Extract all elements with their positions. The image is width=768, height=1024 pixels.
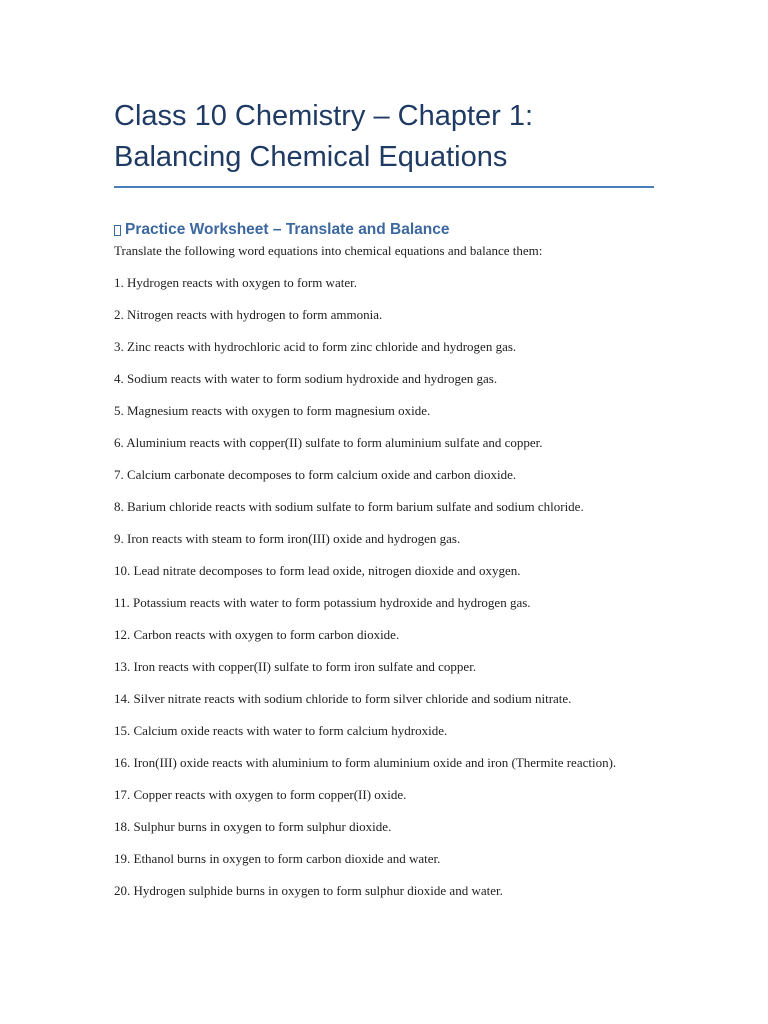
question-item: 11. Potassium reacts with water to form potassium hydroxide and hydrogen gas. [114, 595, 531, 610]
question-item: 16. Iron(III) oxide reacts with aluminium to form aluminium oxide and iron (Thermite reaction). [114, 755, 617, 770]
question-item: 14. Silver nitrate reacts with sodium chloride to form silver chloride and sodium nitrate. [114, 691, 572, 706]
question-list [114, 274, 654, 900]
question-item: 10. Lead nitrate decomposes to form lead oxide, nitrogen dioxide and oxygen. [114, 563, 521, 578]
question-item: 13. Iron reacts with copper(II) sulfate to form iron sulfate and copper. [114, 659, 477, 674]
section-heading-text: Practice Worksheet – Translate and Balance [125, 221, 450, 238]
question-item: 4. Sodium reacts with water to form sodium hydroxide and hydrogen gas. [114, 371, 498, 386]
question-item: 1. Hydrogen reacts with oxygen to form water. [114, 275, 357, 290]
question-item: 20. Hydrogen sulphide burns in oxygen to form sulphur dioxide and water. [114, 883, 503, 898]
notepad-icon [114, 225, 121, 236]
page-title [114, 96, 654, 178]
question-item: 7. Calcium carbonate decomposes to form calcium oxide and carbon dioxide. [114, 467, 517, 482]
question-item: 15. Calcium oxide reacts with water to form calcium hydroxide. [114, 723, 448, 738]
question-item: 6. Aluminium reacts with copper(II) sulfate to form aluminium sulfate and copper. [114, 435, 543, 450]
page-title-line-1: Class 10 Chemistry – Chapter 1: [114, 100, 534, 132]
question-item: 12. Carbon reacts with oxygen to form carbon dioxide. [114, 627, 400, 642]
question-item: 5. Magnesium reacts with oxygen to form magnesium oxide. [114, 403, 431, 418]
instructions-text: Translate the following word equations into chemical equations and balance them: [114, 243, 543, 258]
question-item: 9. Iron reacts with steam to form iron(III) oxide and hydrogen gas. [114, 531, 461, 546]
title-divider [114, 186, 654, 188]
question-item: 18. Sulphur burns in oxygen to form sulphur dioxide. [114, 819, 392, 834]
document-page [114, 96, 654, 900]
question-item: 3. Zinc reacts with hydrochloric acid to form zinc chloride and hydrogen gas. [114, 339, 517, 354]
question-item: 8. Barium chloride reacts with sodium sulfate to form barium sulfate and sodium chloride. [114, 499, 584, 514]
question-item: 17. Copper reacts with oxygen to form copper(II) oxide. [114, 787, 407, 802]
page-title-line-2: Balancing Chemical Equations [114, 141, 508, 173]
question-item: 2. Nitrogen reacts with hydrogen to form ammonia. [114, 307, 383, 322]
question-item: 19. Ethanol burns in oxygen to form carbon dioxide and water. [114, 851, 441, 866]
section-heading [114, 221, 654, 239]
